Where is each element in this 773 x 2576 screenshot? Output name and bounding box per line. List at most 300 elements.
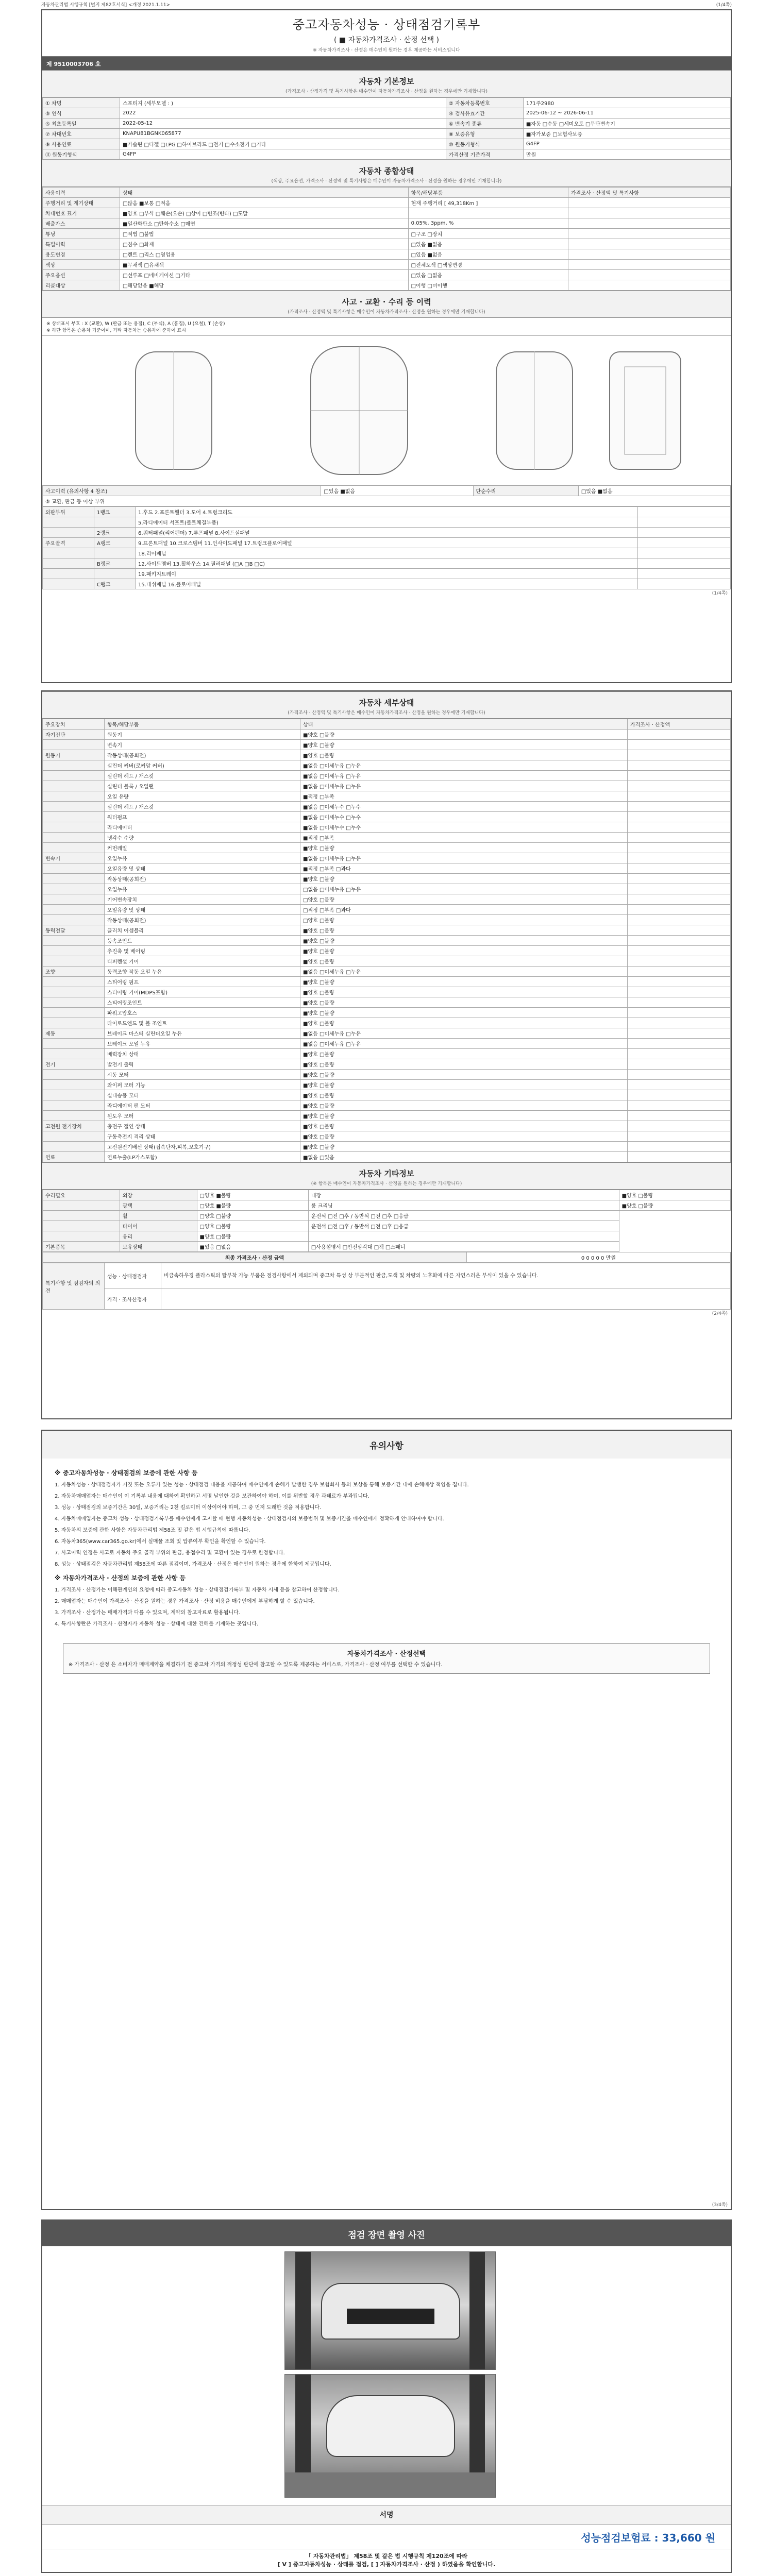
detail-status: ■양호 □불량 (300, 750, 628, 760)
detail-price-cell (628, 1111, 731, 1121)
notice-item: 4. 특기사항란은 가격조사 · 산정자가 자동차 성능 · 상태에 대한 견해를 기재하는 곳입니다. (55, 1621, 259, 1627)
detail-system-label: 자기진단 (43, 730, 105, 740)
detail-row (43, 1152, 731, 1162)
detail-part-label: 동력조향 작동 오일 누유 (105, 967, 300, 977)
detail-status: ■양호 □불량 (300, 1018, 628, 1028)
part-rank-label (94, 548, 136, 558)
detail-subtext: (가격조사 · 산정액 및 특기사항은 매수인이 자동차가격조사 · 산정을 원하는 경우에만 기재합니다) (42, 709, 731, 719)
other-info-cell: ■양호 □불량 (197, 1231, 308, 1242)
overall-column-header: 상태 (120, 188, 409, 198)
part-price-cell (638, 548, 731, 558)
part-group-label (43, 548, 94, 558)
other-info-cell (43, 1231, 120, 1242)
basic-info-value: ■자가보증 □보험사보증 (523, 129, 730, 139)
basic-info-label: ⑪ 원동기형식 (43, 149, 120, 160)
price-total-value: 0 0 0 0 0 만원 (466, 1252, 730, 1263)
detail-status: ■양호 □불량 (300, 956, 628, 967)
detail-row (43, 812, 731, 822)
overall-item-value: □해당없음 ■해당 (120, 280, 409, 291)
detail-price-cell (628, 1142, 731, 1152)
detail-system-label (43, 781, 105, 791)
detail-system-label (43, 843, 105, 853)
part-list: 9.프론트패널 10.크로스멤버 11.인사이드패널 17.트렁크플로어패널 (136, 538, 638, 548)
damage-part-row (43, 558, 731, 569)
detail-system-label: 고전원 전기장치 (43, 1121, 105, 1131)
overall-item-value: □있음 □없음 (408, 270, 568, 280)
other-info-row (43, 1231, 731, 1242)
notice-item: 6. 자동차365(www.car365.go.kr)에서 실매물 조회 및 압류여부 확인을 확인할 수 있습니다. (55, 1539, 266, 1545)
detail-part-label: 구동축전지 격리 상태 (105, 1131, 300, 1142)
basic-info-value: 2025-06-12 ~ 2026-06-11 (523, 108, 730, 118)
detail-system-label (43, 905, 105, 915)
detail-system-label: 변속기 (43, 853, 105, 863)
detail-part-label: 기어변속장치 (105, 894, 300, 905)
damage-part-row (43, 528, 731, 538)
detail-system-label: 전기 (43, 1059, 105, 1070)
part-group-label: 외판부위 (43, 507, 94, 517)
overall-price-cell (408, 208, 568, 218)
detail-system-label (43, 1018, 105, 1028)
detail-row (43, 1018, 731, 1028)
part-list: 1.후드 2.프론트휀더 3.도어 4.트렁크리드 (136, 507, 638, 517)
detail-part-label: 고전원전기배선 상태(접속단자,피복,보호기구) (105, 1142, 300, 1152)
detail-part-label: 냉각수 수량 (105, 833, 300, 843)
other-info-cell: 타이어 (120, 1221, 197, 1231)
basic-info-subtext: (가격조사 · 산정가격 및 특기사항은 매수인이 자동차가격조사 · 산정을 원하는 경우에만 기재합니다) (42, 88, 731, 97)
car-damage-diagram (42, 336, 731, 485)
detail-status: ■양호 □불량 (300, 987, 628, 997)
detail-row (43, 1008, 731, 1018)
detail-status: □양호 □불량 (300, 894, 628, 905)
detail-system-label (43, 740, 105, 750)
detail-row (43, 1121, 731, 1131)
detail-price-cell (628, 781, 731, 791)
detail-part-label: 오일유량 및 상태 (105, 905, 300, 915)
detail-row (43, 760, 731, 771)
basic-info-label: ② 자동차등록번호 (446, 98, 523, 108)
detail-column-header: 항목/해당부품 (105, 719, 300, 730)
detail-status: ■양호 □불량 (300, 843, 628, 853)
overall-price-cell (568, 270, 731, 280)
part-group-label (43, 569, 94, 579)
detail-price-cell (628, 760, 731, 771)
detail-part-label: 실내송풍 모터 (105, 1090, 300, 1100)
overall-item-value: □있음 ■없음 (408, 249, 568, 260)
overall-row (43, 218, 731, 229)
form-regulation-label: 자동차관리법 시행규칙 [별지 제82호서식] <개정 2021.1.11> (41, 2, 171, 8)
detail-row (43, 802, 731, 812)
notice-item: 1. 자동차성능 · 상태점검자가 거짓 또는 오류가 있는 성능 · 상태점검 내용을 제공하여 매수인에게 손해가 발생한 경우 보험회사 등의 보상을 통해 보증기간 내에 손해배상 책임을 집니다. (55, 1482, 469, 1488)
overall-item-value: ■양호 □부식 □훼손(오손) □상이 □변조(변타) □도말 (120, 208, 409, 218)
detail-row (43, 1131, 731, 1142)
other-info-row (43, 1190, 731, 1200)
other-info-row (43, 1200, 731, 1211)
part-rank-label (94, 569, 136, 579)
detail-row (43, 791, 731, 802)
detail-price-cell (628, 822, 731, 833)
overall-item-label: 차대번호 표기 (43, 208, 120, 218)
detail-row (43, 874, 731, 884)
overall-item-label: 주행거리 및 계기상태 (43, 198, 120, 208)
basic-info-label: ⑧ 보증유형 (446, 129, 523, 139)
detail-system-label (43, 863, 105, 874)
inspector-label: 성능 · 상태점검자 (105, 1263, 161, 1289)
part-price-cell (638, 528, 731, 538)
other-info-row (43, 1211, 731, 1221)
overall-item-value: □있음 ■없음 (408, 239, 568, 249)
detail-part-label: 시동 모터 (105, 1070, 300, 1080)
detail-row (43, 863, 731, 874)
page-2 (41, 690, 732, 1419)
part-rank-label (94, 517, 136, 528)
detail-row (43, 905, 731, 915)
detail-part-label: 발전기 출력 (105, 1059, 300, 1070)
detail-price-cell (628, 791, 731, 802)
detail-row (43, 781, 731, 791)
detail-system-label (43, 771, 105, 781)
part-group-label: 주요골격 (43, 538, 94, 548)
detail-part-label: 라디에이터 (105, 822, 300, 833)
overall-item-value: □적법 □불법 (120, 229, 409, 239)
detail-part-label: 디퍼렌셜 기어 (105, 956, 300, 967)
detail-price-cell (628, 1131, 731, 1142)
detail-price-cell (628, 1090, 731, 1100)
other-info-cell: □양호 ■불량 (197, 1190, 308, 1200)
detail-system-label (43, 1070, 105, 1080)
detail-system-label: 제동 (43, 1028, 105, 1039)
page-3 (41, 1430, 732, 2210)
detail-price-cell (628, 1039, 731, 1049)
detail-status: ■없음 □미세누유 □누유 (300, 1039, 628, 1049)
other-info-cell: 내장 (308, 1190, 619, 1200)
detail-part-label: 배력장치 상태 (105, 1049, 300, 1059)
detail-status: ■없음 □미세누유 □누유 (300, 781, 628, 791)
accident-legend: ※ 상태표시 부호 : X (교환), W (판금 또는 용접), C (부식), A (흠집), U (요철), T (손상) (46, 321, 225, 327)
detail-part-label: 와이퍼 모터 기능 (105, 1080, 300, 1090)
other-info-row (43, 1221, 731, 1231)
appraisal-choice-title: 자동차가격조사 · 산정선택 (347, 1650, 426, 1658)
detail-system-label (43, 874, 105, 884)
overall-item-value: □침수 □화재 (120, 239, 409, 249)
overall-price-cell (568, 280, 731, 291)
detail-column-header: 가격조사 · 산정액 (628, 719, 731, 730)
overall-price-cell (568, 208, 731, 218)
overall-row (43, 208, 731, 218)
page-1-footer: (1/4쪽) (712, 591, 728, 596)
detail-price-cell (628, 1028, 731, 1039)
detail-row (43, 1080, 731, 1090)
basic-info-label: ⑤ 최초등록일 (43, 118, 120, 129)
detail-part-label: 작동상태(공회전) (105, 874, 300, 884)
detail-system-label: 동력전달 (43, 925, 105, 936)
other-info-cell: 운전석 □전 □후 / 동반석 □전 □후 □응급 (308, 1221, 619, 1231)
detail-status: ■양호 □불량 (300, 925, 628, 936)
part-group-label (43, 579, 94, 589)
detail-system-label (43, 1008, 105, 1018)
other-info-cell: 룸 크리닝 (308, 1200, 619, 1211)
damage-part-row (43, 579, 731, 589)
detail-price-cell (628, 843, 731, 853)
detail-part-label: 충전구 절연 상태 (105, 1121, 300, 1131)
detail-column-header: 상태 (300, 719, 628, 730)
detail-table (42, 719, 731, 1162)
detail-price-cell (628, 1100, 731, 1111)
detail-price-cell (628, 946, 731, 956)
notice-section-1-title: ※ 중고자동차성능 · 상태점검의 보증에 관한 사항 등 (55, 1469, 198, 1477)
detail-part-label: 커먼레일 (105, 843, 300, 853)
detail-system-label (43, 894, 105, 905)
document-number: 제 9510003706 호 (42, 57, 731, 70)
overall-row (43, 239, 731, 249)
basic-info-value: 2022 (120, 108, 446, 118)
diagram-lines (42, 336, 732, 485)
detail-status: ■양호 □불량 (300, 1049, 628, 1059)
part-list: 18.리어패널 (136, 548, 638, 558)
basic-info-value: 만원 (523, 149, 730, 160)
overall-item-label: 리콜대상 (43, 280, 120, 291)
detail-part-label: 연료누출(LP가스포함) (105, 1152, 300, 1162)
overall-row (43, 280, 731, 291)
detail-price-cell (628, 1049, 731, 1059)
detail-system-label (43, 1049, 105, 1059)
detail-part-label: 오일누유 (105, 884, 300, 894)
detail-status: ■양호 □불량 (300, 1131, 628, 1142)
detail-row (43, 843, 731, 853)
detail-status: ■없음 □미세누수 □누수 (300, 802, 628, 812)
detail-system-label (43, 936, 105, 946)
detail-status: ■양호 □불량 (300, 946, 628, 956)
detail-part-label: 실린더 커버(로커암 커버) (105, 760, 300, 771)
notice-item: 2. 자동차매매업자는 매수인이 이 기록부 내용에 대하여 확인하고 서명 날인한 것을 보관하여야 하며, 이를 위반할 경우 과태료가 부과됩니다. (55, 1494, 369, 1499)
detail-status: ■양호 □불량 (300, 1111, 628, 1121)
inspection-photo-1 (284, 2251, 496, 2370)
appraiser-opinion (161, 1289, 731, 1310)
detail-price-cell (628, 771, 731, 781)
other-table (42, 1190, 731, 1252)
other-info-cell: 광택 (120, 1200, 197, 1211)
basic-info-value: ■자동 □수동 □세미오토 □무단변속기 (523, 118, 730, 129)
detail-part-label: 원동기 (105, 730, 300, 740)
basic-info-value: 171주2980 (523, 98, 730, 108)
detail-status: ■양호 □불량 (300, 997, 628, 1008)
overall-price-cell (568, 249, 731, 260)
detail-status: □적정 □부족 □과다 (300, 905, 628, 915)
basic-info-row (43, 129, 731, 139)
other-info-cell: □양호 □불량 (197, 1221, 308, 1231)
page-subtitle: ( ■ 자동차가격조사 · 산정 선택 ) (333, 36, 440, 44)
detail-system-label (43, 1142, 105, 1152)
detail-status: □양호 □불량 (300, 915, 628, 925)
notice-item: 2. 매매업자는 매수인이 가격조사 · 산정을 원하는 경우 가격조사 · 산정 비용을 매수인에게 부담하게 할 수 있습니다. (55, 1599, 315, 1604)
detail-part-label: 오일 유량 (105, 791, 300, 802)
overall-heading: 자동차 종합상태 (42, 160, 731, 177)
law-statement-line-1: 「 자동차관리법」 제58조 및 같은 법 시행규칙 제120조에 따라 (305, 2553, 468, 2560)
detail-row (43, 1142, 731, 1152)
other-info-cell: 외장 (120, 1190, 197, 1200)
detail-status: ■양호 □불량 (300, 740, 628, 750)
basic-info-label: ⑨ 사용연료 (43, 139, 120, 149)
page-1 (41, 9, 732, 683)
parts-table (42, 506, 731, 589)
other-info-cell: ■양호 □불량 (619, 1190, 730, 1200)
part-rank-label: B랭크 (94, 558, 136, 569)
detail-status: ■양호 □불량 (300, 977, 628, 987)
other-subtext: (※ 항목은 매수인이 자동차가격조사 · 산정을 원하는 경우에만 기재합니다) (42, 1180, 731, 1190)
detail-part-label: 변속기 (105, 740, 300, 750)
notice-heading: 유의사항 (42, 1431, 731, 1459)
detail-row (43, 946, 731, 956)
detail-part-label: 스티어링 펌프 (105, 977, 300, 987)
detail-status: ■양호 □불량 (300, 1090, 628, 1100)
overall-price-cell (568, 260, 731, 270)
detail-row (43, 967, 731, 977)
accident-heading: 사고 · 교환 · 수리 등 이력 (42, 291, 731, 308)
detail-price-cell (628, 987, 731, 997)
overall-item-value: □전체도색 □색상변경 (408, 260, 568, 270)
other-info-cell: 유리 (120, 1231, 197, 1242)
part-list: 12.사이드멤버 13.휠하우스 14.필러패널 (□A □B □C) (136, 558, 638, 569)
detail-price-cell (628, 863, 731, 874)
page-indicator: (1/4쪽) (716, 2, 732, 8)
detail-price-cell (628, 1080, 731, 1090)
detail-system-label (43, 1100, 105, 1111)
basic-info-label: 가격산정 기준가격 (446, 149, 523, 160)
other-info-cell: □사용설명서 □안전삼각대 □잭 □스패너 (308, 1242, 619, 1252)
detail-part-label: 실린더 헤드 / 개스킷 (105, 802, 300, 812)
part-price-cell (638, 507, 731, 517)
detail-system-label (43, 833, 105, 843)
overall-item-value: ■무채색 □유채색 (120, 260, 409, 270)
part-price-cell (638, 517, 731, 528)
detail-part-label: 작동상태(공회전) (105, 915, 300, 925)
detail-status: ■없음 □미세누유 □누유 (300, 760, 628, 771)
notice-section-2-title: ※ 자동차가격조사 · 산정의 보증에 관한 사항 등 (55, 1574, 186, 1582)
detail-part-label: 실린더 헤드 / 개스킷 (105, 771, 300, 781)
law-statement (42, 2550, 731, 2569)
detail-status: ■양호 □불량 (300, 1070, 628, 1080)
notice-item: 4. 자동차매매업자는 중고차 성능 · 상태점검기록부를 매수인에게 고지할 때 현행 자동차성능 · 상태점검자의 보증범위 및 보증기간을 매수인에게 정확하게 안내하여야 합니다. (55, 1516, 444, 1522)
detail-system-label (43, 1111, 105, 1121)
overall-item-value: 현재 주행거리 [ 49,318Km ] (408, 198, 568, 208)
basic-info-row (43, 108, 731, 118)
notice-item: 3. 성능 · 상태점검의 보증기간은 30일, 보증거리는 2천 킬로미터 이상이어야 하며, 그 중 먼저 도래한 것을 적용합니다. (55, 1505, 322, 1511)
overall-column-header: 항목/해당부품 (408, 188, 568, 198)
overall-item-value: □선루프 □네비게이션 □기타 (120, 270, 409, 280)
detail-part-label: 오일누유 (105, 853, 300, 863)
overall-item-label: 특별이력 (43, 239, 120, 249)
part-price-cell (638, 558, 731, 569)
detail-price-cell (628, 874, 731, 884)
detail-part-label: 윈도우 모터 (105, 1111, 300, 1121)
overall-price-cell (568, 229, 731, 239)
detail-status: ■양호 □불량 (300, 1100, 628, 1111)
title-note: ※ 자동차가격조사 · 산정은 매수인이 원하는 경우 제공하는 서비스입니다 (313, 48, 460, 53)
part-rank-label: 1랭크 (94, 507, 136, 517)
basic-info-table (42, 97, 731, 160)
inspector-opinion: 비금속하우징 플라스틱의 탈부착 가능 부품은 점검사항에서 제외되며 중고차 특성 상 부분적인 판금,도색 및 차량의 노후화에 따른 자연스러운 부식이 있을 수 있습니다. (161, 1263, 731, 1289)
basic-info-value: G4FP (120, 149, 446, 160)
detail-part-label: 추진축 및 베어링 (105, 946, 300, 956)
detail-heading: 자동차 세부상태 (42, 691, 731, 709)
detail-price-cell (628, 894, 731, 905)
inspection-photo-2 (284, 2374, 496, 2498)
sign-heading: 서명 (42, 2505, 731, 2524)
detail-price-cell (628, 1059, 731, 1070)
detail-price-cell (628, 925, 731, 936)
part-rank-label: C랭크 (94, 579, 136, 589)
detail-row (43, 1049, 731, 1059)
accident-legend-block (42, 318, 731, 336)
price-total-label: 최종 가격조사 · 산정 금액 (43, 1252, 467, 1263)
detail-row (43, 771, 731, 781)
basic-info-row (43, 149, 731, 160)
detail-status: ■없음 □미세누유 □누유 (300, 853, 628, 863)
detail-system-label (43, 1039, 105, 1049)
detail-price-cell (628, 915, 731, 925)
detail-status: ■양호 □불량 (300, 1121, 628, 1131)
notice-item: 7. 사고이력 인정은 사고로 자동차 주요 골격 부위의 판금, 용접수리 및 교환이 있는 경우로 한정합니다. (55, 1550, 285, 1556)
detail-status: ■없음 □미세누유 □누유 (300, 967, 628, 977)
detail-system-label (43, 802, 105, 812)
detail-system-label (43, 997, 105, 1008)
notice-body (42, 1459, 731, 1636)
detail-system-label: 원동기 (43, 750, 105, 760)
detail-price-cell (628, 977, 731, 987)
price-total-table (42, 1252, 731, 1263)
detail-status: ■적정 □부족 □과다 (300, 863, 628, 874)
other-info-row (43, 1242, 731, 1252)
detail-status: ■없음 □있음 (300, 1152, 628, 1162)
basic-info-label: ⑦ 차대번호 (43, 129, 120, 139)
detail-price-cell (628, 956, 731, 967)
detail-row (43, 915, 731, 925)
notice-item: 3. 가격조사 · 산정가는 매매가격과 다를 수 있으며, 계약의 참고자료로 활용됩니다. (55, 1610, 240, 1616)
other-info-cell: 운전석 □전 □후 / 동반석 □전 □후 □응급 (308, 1211, 619, 1221)
detail-row (43, 1028, 731, 1039)
detail-row (43, 1100, 731, 1111)
detail-part-label: 라디에이터 팬 모터 (105, 1100, 300, 1111)
detail-status: ■적정 □부족 (300, 833, 628, 843)
detail-status: □없음 □미세누유 □누유 (300, 884, 628, 894)
detail-status: ■양호 □불량 (300, 1059, 628, 1070)
part-price-cell (638, 569, 731, 579)
detail-status: ■양호 □불량 (300, 1008, 628, 1018)
basic-info-label: ④ 검사유효기간 (446, 108, 523, 118)
overall-item-value: □많음 ■보통 □적음 (120, 198, 409, 208)
detail-price-cell (628, 802, 731, 812)
overall-item-label: 배출가스 (43, 218, 120, 229)
detail-system-label (43, 987, 105, 997)
overall-item-value: 0.05%, 3ppm, % (408, 218, 568, 229)
detail-part-label: 스티어링 기어(MDPS포함) (105, 987, 300, 997)
detail-status: ■없음 □미세누수 □누수 (300, 822, 628, 833)
detail-row (43, 730, 731, 740)
detail-part-label: 스티어링조인트 (105, 997, 300, 1008)
overall-item-label: 주요옵션 (43, 270, 120, 280)
basic-info-value: KNAPU81BGNK065877 (120, 129, 446, 139)
other-info-cell: □양호 ■불량 (197, 1200, 308, 1211)
detail-system-label (43, 956, 105, 967)
overall-column-header: 사용이력 (43, 188, 120, 198)
accident-subtext: (가격조사 · 산정액 및 특기사항은 매수인이 자동차가격조사 · 산정을 원하는 경우에만 기재합니다) (42, 308, 731, 318)
overall-table (42, 187, 731, 291)
basic-info-label: ③ 연식 (43, 108, 120, 118)
part-group-label (43, 517, 94, 528)
notice-item: 5. 자동차의 보증에 관한 사항은 자동차관리법 제58조 및 같은 법 시행규칙에 따릅니다. (55, 1528, 250, 1533)
detail-row (43, 956, 731, 967)
detail-status: ■없음 □미세누유 □누유 (300, 771, 628, 781)
page-4 (41, 2219, 732, 2573)
